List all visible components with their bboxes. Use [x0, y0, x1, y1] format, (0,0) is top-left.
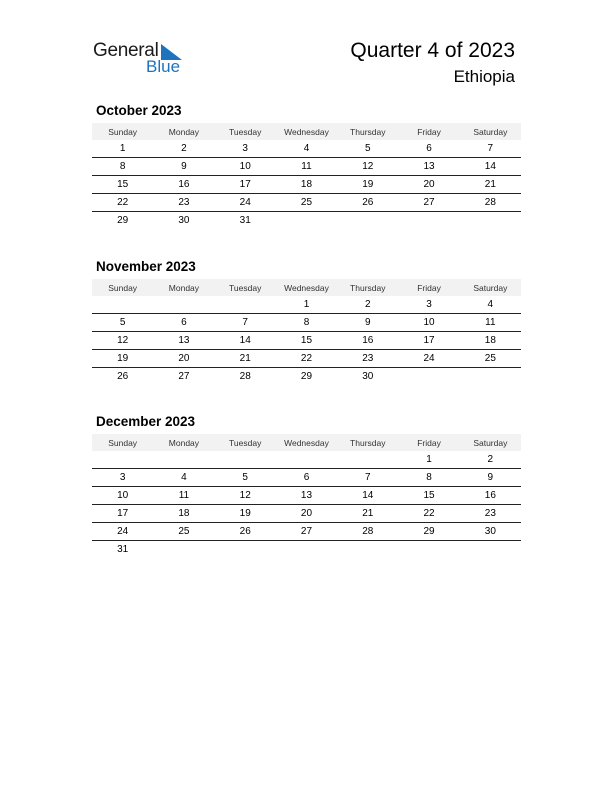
day-cell: 5: [119, 317, 126, 328]
day-cell: 18: [300, 179, 313, 190]
day-cell: 11: [485, 317, 496, 328]
day-of-week-label: Tuesday: [229, 437, 262, 448]
month-title: October 2023: [96, 103, 182, 118]
month-block-december: [92, 414, 521, 558]
day-cell: 8: [426, 472, 432, 483]
day-cell: 1: [426, 454, 432, 465]
day-cell: 31: [117, 544, 129, 555]
day-cell: 30: [484, 526, 496, 537]
day-cell: 6: [426, 143, 432, 154]
month-title: November 2023: [96, 259, 196, 274]
day-cell: 29: [423, 526, 435, 537]
day-cell: 23: [362, 353, 374, 364]
weeks: [92, 140, 521, 229]
day-cell: 11: [301, 161, 312, 172]
day-cell: 9: [487, 472, 494, 483]
day-cell: 9: [364, 317, 371, 328]
week-row: [92, 314, 521, 332]
day-cell: 7: [242, 317, 248, 328]
day-cell: 29: [300, 371, 313, 382]
day-cell: 27: [300, 526, 313, 537]
day-cell: 30: [362, 371, 374, 382]
day-cell: 8: [119, 161, 126, 172]
week-row: [92, 368, 521, 385]
week-row: [92, 212, 521, 229]
day-cell: 28: [362, 526, 374, 537]
day-cell: 17: [117, 508, 129, 519]
day-cell: 28: [484, 197, 496, 208]
day-of-week-header: [92, 434, 521, 451]
day-cell: 1: [303, 299, 310, 310]
day-cell: 29: [117, 215, 129, 226]
day-cell: 12: [239, 490, 251, 501]
day-of-week-label: Saturday: [473, 437, 508, 448]
day-cell: 17: [423, 335, 435, 346]
week-row: [92, 296, 521, 314]
day-cell: 14: [362, 490, 374, 501]
day-cell: 7: [487, 143, 494, 154]
day-cell: 24: [423, 353, 435, 364]
day-cell: 6: [303, 472, 310, 483]
day-cell: 19: [117, 353, 129, 364]
day-cell: 21: [362, 508, 374, 519]
day-of-week-label: Thursday: [350, 437, 386, 448]
day-cell: 1: [119, 143, 126, 154]
day-cell: 5: [364, 143, 371, 154]
day-cell: 3: [426, 299, 432, 310]
day-of-week-label: Saturday: [473, 126, 508, 137]
day-of-week-label: Friday: [417, 437, 441, 448]
day-of-week-label: Tuesday: [229, 282, 262, 293]
week-row: [92, 487, 521, 505]
day-cell: 19: [362, 179, 374, 190]
day-cell: 18: [178, 508, 190, 519]
day-cell: 19: [239, 508, 251, 519]
week-row: [92, 350, 521, 368]
day-cell: 21: [484, 179, 496, 190]
day-of-week-header: [92, 279, 521, 296]
day-cell: 22: [423, 508, 435, 519]
day-of-week-label: Friday: [417, 126, 441, 137]
day-cell: 24: [239, 197, 251, 208]
day-of-week-label: Thursday: [350, 126, 386, 137]
day-cell: 14: [484, 161, 496, 172]
day-cell: 13: [178, 335, 190, 346]
weeks: [92, 296, 521, 385]
day-of-week-label: Saturday: [473, 282, 508, 293]
week-row: [92, 523, 521, 541]
day-cell: 14: [239, 335, 251, 346]
day-cell: 9: [181, 161, 187, 172]
day-cell: 3: [242, 143, 248, 154]
day-cell: 31: [239, 215, 251, 226]
day-cell: 16: [484, 490, 496, 501]
day-cell: 25: [484, 353, 496, 364]
day-cell: 8: [303, 317, 310, 328]
day-cell: 23: [484, 508, 496, 519]
day-of-week-label: Sunday: [108, 126, 138, 137]
day-cell: 6: [181, 317, 187, 328]
day-cell: 12: [362, 161, 374, 172]
day-cell: 15: [117, 179, 129, 190]
day-cell: 26: [117, 371, 129, 382]
day-cell: 3: [119, 472, 126, 483]
day-cell: 5: [242, 472, 248, 483]
day-cell: 11: [178, 490, 190, 501]
day-cell: 20: [300, 508, 313, 519]
weeks: [92, 451, 521, 558]
day-of-week-label: Monday: [168, 282, 200, 293]
day-cell: 27: [423, 197, 435, 208]
week-row: [92, 469, 521, 487]
week-row: [92, 176, 521, 194]
day-cell: 26: [239, 526, 251, 537]
day-of-week-label: Friday: [417, 282, 441, 293]
week-row: [92, 158, 521, 176]
day-cell: 20: [178, 353, 190, 364]
day-of-week-label: Thursday: [350, 282, 386, 293]
day-of-week-label: Wednesday: [284, 282, 329, 293]
day-cell: 16: [362, 335, 374, 346]
page-title: Quarter 4 of 2023: [350, 39, 515, 62]
week-row: [92, 505, 521, 523]
day-cell: 4: [181, 472, 187, 483]
day-cell: 15: [423, 490, 435, 501]
week-row: [92, 541, 521, 558]
day-cell: 10: [423, 317, 435, 328]
day-cell: 28: [239, 371, 251, 382]
country-name: Ethiopia: [453, 67, 515, 86]
week-row: [92, 194, 521, 212]
day-cell: 18: [484, 335, 496, 346]
day-cell: 22: [300, 353, 313, 364]
month-block-november: [92, 259, 521, 385]
logo: [93, 40, 193, 80]
day-of-week-label: Sunday: [108, 437, 138, 448]
day-of-week-header: [92, 123, 521, 140]
day-cell: 10: [117, 490, 129, 501]
day-cell: 10: [239, 161, 251, 172]
month-block-october: [92, 103, 521, 229]
day-cell: 27: [178, 371, 190, 382]
day-cell: 22: [117, 197, 129, 208]
day-cell: 23: [178, 197, 190, 208]
day-of-week-label: Sunday: [108, 282, 138, 293]
day-cell: 2: [487, 454, 494, 465]
day-cell: 16: [178, 179, 190, 190]
day-of-week-label: Wednesday: [284, 126, 329, 137]
day-of-week-label: Monday: [168, 437, 200, 448]
day-cell: 15: [300, 335, 313, 346]
day-cell: 12: [117, 335, 129, 346]
day-cell: 2: [364, 299, 371, 310]
day-cell: 7: [364, 472, 371, 483]
day-cell: 2: [181, 143, 187, 154]
day-cell: 24: [117, 526, 129, 537]
month-title: December 2023: [96, 414, 196, 429]
day-cell: 30: [178, 215, 190, 226]
week-row: [92, 451, 521, 469]
day-cell: 20: [423, 179, 435, 190]
day-cell: 4: [303, 143, 310, 154]
day-cell: 26: [362, 197, 374, 208]
day-cell: 17: [239, 179, 251, 190]
day-cell: 13: [300, 490, 313, 501]
day-of-week-label: Monday: [168, 126, 200, 137]
week-row: [92, 140, 521, 158]
week-row: [92, 332, 521, 350]
day-cell: 13: [423, 161, 435, 172]
logo-text-general: General: [93, 40, 159, 61]
day-of-week-label: Wednesday: [284, 437, 329, 448]
day-cell: 4: [487, 299, 494, 310]
day-cell: 25: [300, 197, 313, 208]
day-cell: 21: [239, 353, 251, 364]
day-of-week-label: Tuesday: [229, 126, 262, 137]
day-cell: 25: [178, 526, 190, 537]
logo-text-blue: Blue: [146, 57, 181, 76]
